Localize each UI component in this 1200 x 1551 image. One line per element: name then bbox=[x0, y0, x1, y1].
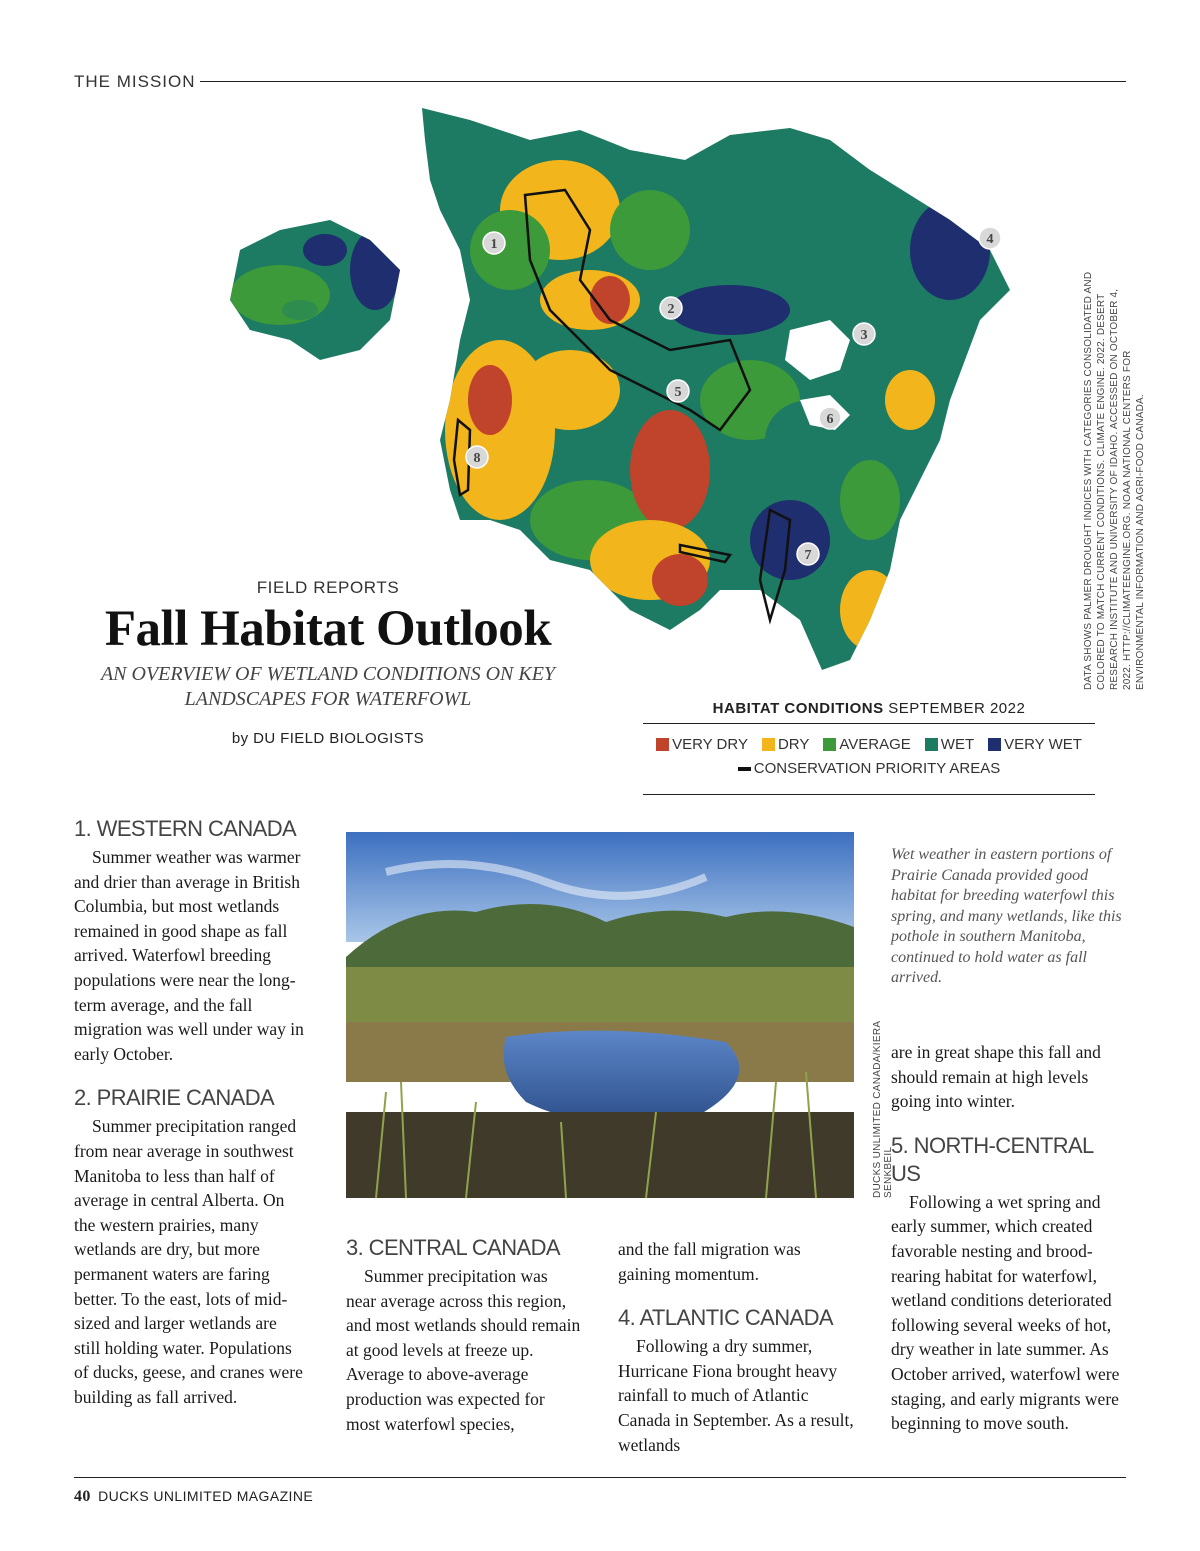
legend-item-wet bbox=[925, 736, 974, 753]
map-data-credit: DATA SHOWS PALMER DROUGHT INDICES WITH CATEGORIES CONSOLIDATED AND COLORED TO MATCH CURRENT CONDITIONS. CLIMATE ENGINE. 2022. DESERT RESEARCH INSTITUTE AND UNIVERSITY OF IDAHO. ACCESSED ON OCTOBER 4, 2022. HTTP://CLIMATEENGINE.ORG. NOAA NATIONAL CENTERS FOR ENVIRONMENTAL INFORMATION AND AGRI-FOOD CANADA. bbox=[1083, 271, 1146, 690]
very-wet-swatch bbox=[988, 738, 1001, 751]
map-marker-label-8: 8 bbox=[473, 451, 481, 466]
section-body-atlantic-canada: Following a dry summer, Hurricane Fiona brought heavy rainfall to much of Atlantic Canada in September. As a result, wetlands bbox=[618, 1336, 854, 1455]
article-title: Fall Habitat Outlook bbox=[104, 601, 552, 657]
photo-caption: Wet weather in eastern portions of Prairie Canada provided good habitat for breeding waterfowl this spring, and many wetlands, like this pothole in southern Manitoba, continued to hold water as fall arrived. bbox=[891, 846, 1122, 986]
column-3 bbox=[618, 1237, 854, 1457]
map-marker-label-6: 6 bbox=[826, 412, 834, 427]
top-rule bbox=[200, 81, 1126, 82]
section-heading-western-canada: 1. WESTERN CANADA bbox=[74, 816, 297, 841]
column-1 bbox=[74, 815, 306, 1409]
legend-label: VERY DRY bbox=[672, 736, 748, 753]
legend-priority-label: CONSERVATION PRIORITY AREAS bbox=[753, 760, 1001, 777]
section-heading-central-canada: 3. CENTRAL CANADA bbox=[346, 1235, 560, 1260]
legend-title bbox=[643, 700, 1095, 724]
photo-credit: DUCKS UNLIMITED CANADA/KIERA SENKBEIL bbox=[872, 1021, 894, 1198]
map-marker-label-1: 1 bbox=[490, 237, 498, 252]
legend-title-date: SEPTEMBER 2022 bbox=[888, 700, 1026, 717]
map-marker-label-2: 2 bbox=[667, 302, 675, 317]
legend-item-dry bbox=[762, 736, 809, 753]
map-marker-label-5: 5 bbox=[674, 385, 682, 400]
legend-label: DRY bbox=[777, 736, 810, 753]
column-4 bbox=[891, 1040, 1127, 1436]
legend-item-average bbox=[823, 736, 910, 753]
wet-swatch bbox=[925, 738, 938, 751]
section-body-central-canada: Summer precipitation was near average across this region, and most wetlands should remain at good levels at freeze up. Average to above-average production was expected for most waterfowl species, bbox=[346, 1266, 581, 1434]
section-body-prairie-canada: Summer precipitation ranged from near average in southwest Manitoba to less than half of average in central Alberta. On the western prairies, many wetlands are dry, but more permanent waters are faring better. To the east, lots of mid-sized and larger wetlands are still holding water. Populations of ducks, geese, and cranes were building as fall arrived. bbox=[74, 1116, 303, 1407]
page-footer bbox=[74, 1488, 313, 1506]
map-legend bbox=[643, 700, 1095, 795]
publication-name: DUCKS UNLIMITED MAGAZINE bbox=[98, 1488, 314, 1504]
very-dry-swatch bbox=[656, 738, 669, 751]
section-heading-atlantic-canada: 4. ATLANTIC CANADA bbox=[618, 1305, 833, 1331]
bottom-rule bbox=[74, 1477, 1126, 1478]
article-byline: by DU FIELD BIOLOGISTS bbox=[231, 730, 425, 747]
page-number: 40 bbox=[74, 1488, 91, 1505]
wetland-photo bbox=[346, 832, 854, 1198]
legend-title-bold: HABITAT CONDITIONS bbox=[712, 700, 884, 717]
legend-label: AVERAGE bbox=[839, 736, 911, 753]
legend-priority bbox=[643, 760, 1095, 777]
legend-item-very-dry bbox=[656, 736, 748, 753]
section-body-atlantic-canada-cont: are in great shape this fall and should remain at high levels going into winter. bbox=[891, 1042, 1101, 1112]
dry-swatch bbox=[762, 738, 775, 751]
map-marker-label-7: 7 bbox=[804, 548, 812, 563]
section-body-western-canada: Summer weather was warmer and drier than average in British Columbia, but most wetlands remained in good shape as fall arrived. Waterfowl breeding populations were near the long-term average, and the fall migration was well under way in early October. bbox=[74, 847, 304, 1064]
section-body-central-canada-cont: and the fall migration was gaining momentum. bbox=[618, 1239, 801, 1284]
section-heading-north-central-us: 5. NORTH-CENTRAL US bbox=[891, 1132, 1093, 1186]
section-heading-prairie-canada: 2. PRAIRIE CANADA bbox=[74, 1085, 275, 1111]
article-kicker: FIELD REPORTS bbox=[256, 578, 400, 597]
legend-label: VERY WET bbox=[1004, 736, 1082, 753]
average-swatch bbox=[823, 738, 836, 751]
legend-item-very-wet bbox=[988, 736, 1082, 753]
legend-categories bbox=[643, 736, 1095, 753]
map-marker-label-3: 3 bbox=[860, 328, 868, 343]
column-2 bbox=[346, 1234, 582, 1436]
priority-line-icon bbox=[738, 767, 751, 771]
section-body-north-central-us: Following a wet spring and early summer, which created favorable nesting and brood-rearing habitat for waterfowl, wetland conditions deteriorated following several weeks of hot, dry weather in late summer. As October arrived, waterfowl were staging, and early migrants were beginning to move south. bbox=[891, 1191, 1120, 1434]
article-dek: AN OVERVIEW OF WETLAND CONDITIONS ON KEY LANDSCAPES FOR WATERFOWL bbox=[100, 663, 556, 710]
legend-label: WET bbox=[940, 736, 975, 753]
map-marker-label-4: 4 bbox=[986, 232, 994, 247]
section-label: THE MISSION bbox=[74, 72, 196, 91]
